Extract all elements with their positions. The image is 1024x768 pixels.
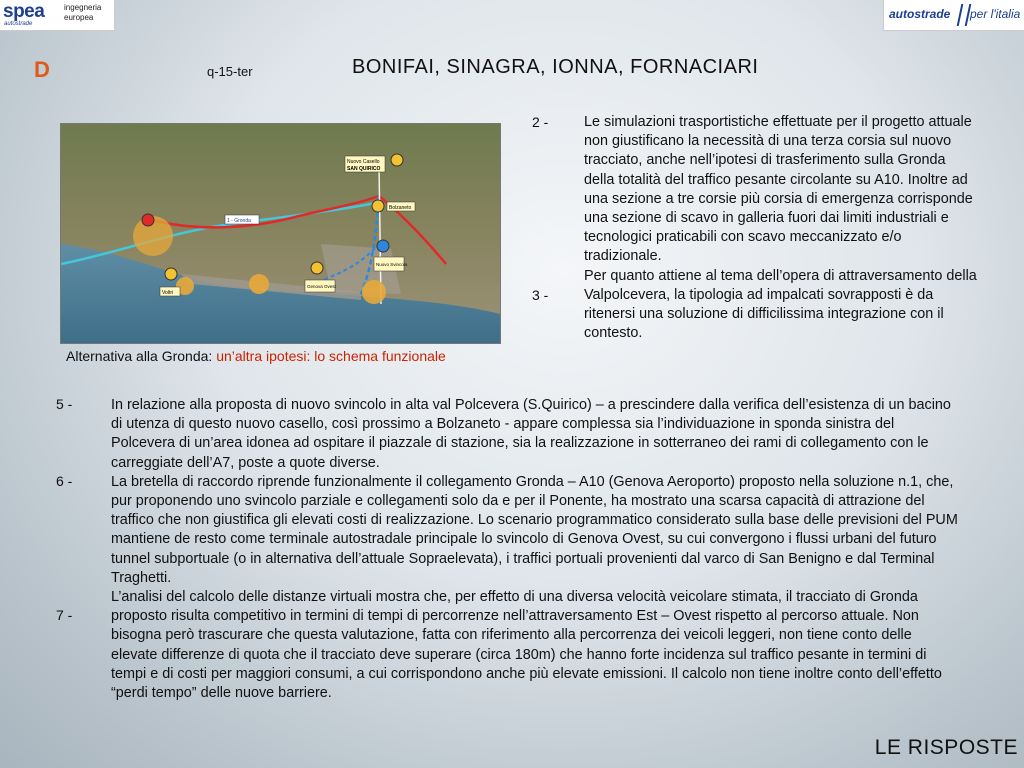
question-code: q-15-ter (207, 64, 253, 79)
route-map-figure (60, 123, 501, 344)
bolzaneto-icon (372, 200, 384, 212)
spea-logo-brand: spea (3, 1, 45, 22)
voltri-icon (165, 268, 177, 280)
figure-label-2: 2 - (532, 114, 549, 130)
item-text-7: L’analisi del calcolo delle distanze virtuali mostra che, per effetto di una diversa velocità veicolare stimata, il tracciato di Gronda proposto risulta competitivo in termini di tempi di percorrenze nell’attraversamento Est – Ovest rispetto al percorso attuale. Non bisogna però trascurare che questa valutazione, fatta con riferimento alla percorrenza dei veicoli leggeri, non tiene conto delle elevate differenze di quota che il tracciato deve superare (circa 180m) che hanno forte incidenza sul traffico pesante in termini di tempi e di costi per maggiori consumi, a cui corrispondono anche più elevate emissioni. Il calcolo non tiene inoltre conto dell’effetto “perdi tempo” delle nuove barriere. (111, 589, 942, 702)
svincolo-icon (311, 262, 323, 274)
label-gronda: 1 - Gronda (227, 218, 251, 224)
answer-2-3-text (584, 113, 979, 343)
spea-logo (0, 0, 115, 31)
label-bolzaneto: Bolzaneto (389, 205, 412, 211)
san-quirico-icon (391, 154, 403, 166)
section-letter: D (34, 57, 50, 82)
item-number-7: 7 - (56, 607, 73, 623)
item-number-5: 5 - (56, 396, 73, 412)
answer-5-6-7-text (111, 396, 961, 703)
figure-caption (66, 348, 446, 364)
caption-black: Alternativa alla Gronda: (66, 348, 217, 364)
label-nuovo-casello: Nuovo Casello (347, 159, 380, 165)
figure-label-3: 3 - (532, 287, 549, 303)
label-voltri: Voltri (162, 290, 174, 296)
paragraph-2: Le simulazioni trasportistiche effettuate per il progetto attuale non giustificano la necessità di una terza corsia sul nuovo tracciato, anche nell’ipotesi di trasferimento sulla Gronda della totalità del traffico pesante circolante su A10. Inoltre ad una sezione a tre corsie più corsia di emergenza corrisponde una sezione di scavo in galleria fuori dai limiti industriali e tecnologici praticabili con scavo meccanizzato e/o tradizionale. (584, 114, 973, 265)
paragraph-3: Per quanto attiene al tema dell’opera di attraversamento della Valpolcevera, la tipologia ad impalcati sovrapposti è da ritenersi una soluzione di difficilissima integrazione con il contesto. (584, 267, 977, 342)
gronda-start-icon (142, 214, 154, 226)
genova-ovest-marker (362, 280, 386, 304)
label-genova-ovest: Genova Ovest (307, 284, 336, 289)
autostrade-logo-text: autostrade (889, 7, 951, 21)
spea-logo-text: ingegneria europea (64, 3, 102, 22)
area-marker (249, 274, 269, 294)
autostrade-logo-tagline: per l'italia (970, 7, 1021, 21)
item-text-6: La bretella di raccordo riprende funzionalmente il collegamento Gronda – A10 (Genova Aeroporto) proposto nella soluzione n.1, che, pur proponendo uno svincolo parziale e collegamenti solo da e per il Ponente, ha mostrato una scarsa capacità di attrazione del traffico che non giustifica gli elevati costi di realizzazione. Lo scenario programmatico considerato sulla base delle previsioni del PUM mantiene de resto come terminale autostradale principale lo svincolo di Genova Ovest, su cui convergono i flussi urbani del futuro tunnel subportuale (o in alternativa dell’attuale Sopraelevata), i traffici portuali provenienti dal varco di San Benigno e dal Terminal Traghetti. (111, 473, 958, 586)
page-title: BONIFAI, SINAGRA, IONNA, FORNACIARI (352, 56, 759, 78)
item-text-5: In relazione alla proposta di nuovo svincolo in alta val Polcevera (S.Quirico) – a prescindere dalla verifica dell’esistenza di un bacino di utenza di questo nuovo casello, così prossimo a Bolzaneto - appare complessa sia l’individuazione in sponda sinistra del Polcevera di un’area idonea ad ospitare il piazzale di stazione, sia la realizzazione in sotterraneo dei rami di collegamento con le carreggiate dell’A7, poste a quote diverse. (111, 397, 951, 471)
item-number-6: 6 - (56, 473, 73, 489)
spea-logo-sub: autostrade (4, 21, 33, 27)
blue-junction-icon (377, 240, 389, 252)
label-san-quirico: SAN QUIRICO (347, 166, 381, 172)
caption-red: un’altra ipotesi: lo schema funzionale (216, 348, 446, 364)
label-nuovo-svincolo: Nuovo Svincolo (376, 262, 408, 267)
autostrade-logo (883, 0, 1024, 31)
footer-title: LE RISPOSTE (874, 736, 1018, 759)
